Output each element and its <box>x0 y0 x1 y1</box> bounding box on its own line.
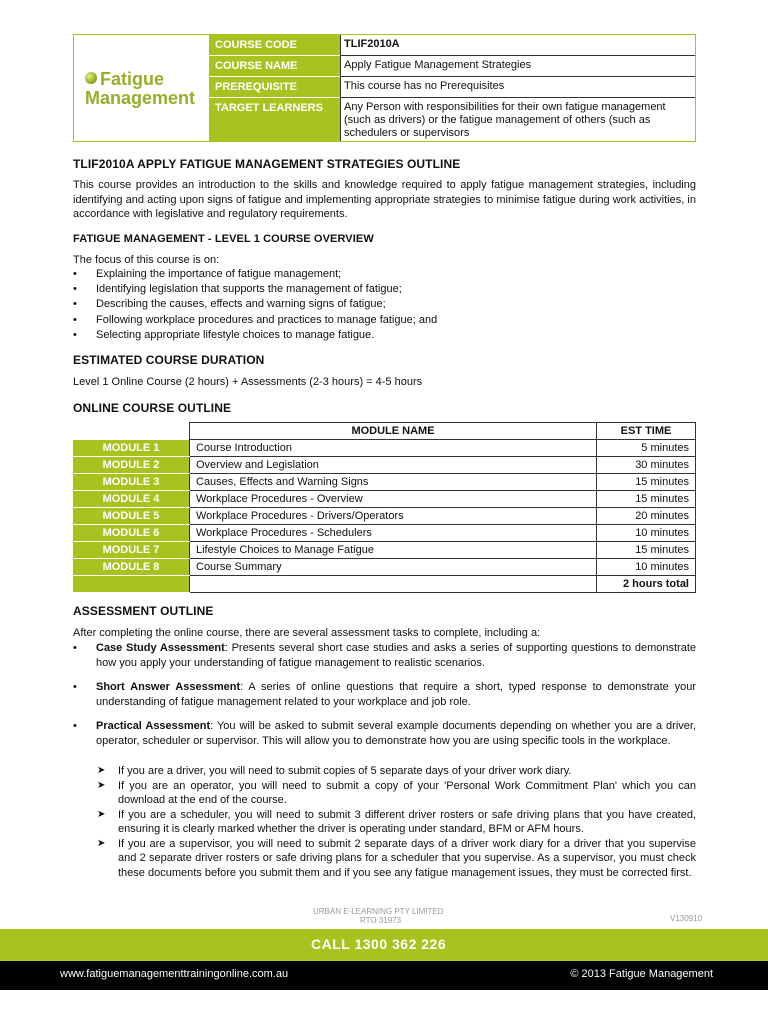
module-time: 15 minutes <box>597 491 696 508</box>
list-item: ➤ If you are a scheduler, you will need to submit 3 different driver rosters or safe driving plans that you have created, ensuring it is clearly marked whether the driver is operating under standard, BFM or AFM hours. <box>97 808 696 835</box>
course-code-value: TLIF2010A <box>340 35 695 56</box>
table-row <box>73 474 696 491</box>
assessment-text: Presents several short case studies and asks a series of supporting questions to demonstrate how you apply your understanding of fatigue management to realistic scenarios. <box>96 642 696 669</box>
list-item: • Case Study Assessment: Presents several short case studies and asks a series of supporting questions to demonstrate how you apply your understanding of fatigue management to realistic scenarios. <box>73 642 696 669</box>
table-row <box>73 525 696 542</box>
assessment-intro: After completing the online course, there are several assessment tasks to complete, including a: <box>73 627 541 639</box>
total-time: 2 hours total <box>597 576 696 593</box>
arrow-icon: ➤ <box>97 837 106 849</box>
rto-number: RTO 31973 <box>360 916 402 925</box>
call-number[interactable]: CALL 1300 362 226 <box>311 936 447 952</box>
list-item: • Describing the causes, effects and warning signs of fatigue; <box>73 298 386 310</box>
module-time: 15 minutes <box>597 542 696 559</box>
module-name: Lifestyle Choices to Manage Fatigue <box>190 542 597 559</box>
assessment-list <box>73 641 696 748</box>
list-item: • Identifying legislation that supports the management of fatigue; <box>73 283 402 295</box>
assessment-text: A series of online questions that require a short, typed response to demonstrate your understanding of fatigue management related to your workplace and job role. <box>96 681 696 708</box>
list-item: • Practical Assessment: You will be asked to submit several example documents depending on whether you are a driver, operator, scheduler or supervisor. This will allow you to demonstrate how you are using specific tools in the workplace. <box>73 720 696 747</box>
module-number: MODULE 3 <box>73 474 190 491</box>
copyright-text: © 2013 Fatigue Management <box>570 968 713 980</box>
overview-heading: FATIGUE MANAGEMENT - LEVEL 1 COURSE OVERVIEW <box>73 233 374 245</box>
arrow-icon: ➤ <box>97 808 106 820</box>
module-time: 30 minutes <box>597 457 696 474</box>
arrow-icon: ➤ <box>97 779 106 791</box>
table-row <box>73 491 696 508</box>
assessment-title: Practical Assessment <box>96 720 211 732</box>
module-table <box>73 422 696 593</box>
bullet-icon: • <box>73 283 77 295</box>
list-item: • Explaining the importance of fatigue management; <box>73 268 342 280</box>
table-header-row <box>73 423 696 440</box>
table-row <box>73 440 696 457</box>
logo-ball-icon <box>85 72 97 84</box>
target-learners-value: Any Person with responsibilities for their own fatigue management (such as drivers) or the fatigue management of others (such as schedulers or supervisors <box>340 98 695 141</box>
bullet-icon: • <box>73 268 77 280</box>
module-name: Workplace Procedures - Overview <box>190 491 597 508</box>
prerequisite-value: This course has no Prerequisites <box>340 77 695 98</box>
list-item: ➤ If you are a driver, you will need to submit copies of 5 separate days of your driver work diary. <box>97 765 572 777</box>
module-name: Causes, Effects and Warning Signs <box>190 474 597 491</box>
logo-text-line1: Fatigue <box>100 69 165 89</box>
logo-text-line2: Management <box>85 88 196 108</box>
module-number: MODULE 5 <box>73 508 190 525</box>
table-row <box>73 542 696 559</box>
bullet-icon: • <box>73 298 77 310</box>
company-name: URBAN E-LEARNING PTY LIMITED <box>313 907 444 916</box>
module-time: 15 minutes <box>597 474 696 491</box>
module-number: MODULE 8 <box>73 559 190 576</box>
module-time: 10 minutes <box>597 559 696 576</box>
outline-paragraph: This course provides an introduction to the skills and knowledge required to apply fatigue management strategies, including identifying and acting upon signs of fatigue and implementing appropriate strategies to minimise fatigue during work activities, in accordance with legislative and regulatory requirements. <box>73 179 696 220</box>
module-number: MODULE 2 <box>73 457 190 474</box>
assessment-text: You will be asked to submit several example documents depending on whether you are a driver, operator, scheduler or supervisor. This will allow you to demonstrate how you are using specific tools in the workplace. <box>96 720 696 747</box>
arrow-icon: ➤ <box>97 765 106 776</box>
course-name-row <box>209 56 695 77</box>
module-time: 5 minutes <box>597 440 696 457</box>
bullet-icon: • <box>73 720 77 732</box>
module-name: Workplace Procedures - Schedulers <box>190 525 597 542</box>
course-name-label: COURSE NAME <box>209 56 340 77</box>
module-number: MODULE 6 <box>73 525 190 542</box>
table-row <box>73 508 696 525</box>
table-total-row <box>73 576 696 593</box>
prerequisite-row <box>209 77 695 98</box>
practical-sub-list <box>73 764 696 880</box>
assessment-heading: ASSESSMENT OUTLINE <box>73 604 214 618</box>
list-item: ➤ If you are an operator, you will need to submit a copy of your 'Personal Work Commitment Plan' which you can download at the end of the course. <box>97 779 696 806</box>
overview-intro: The focus of this course is on: <box>73 254 220 266</box>
module-time: 10 minutes <box>597 525 696 542</box>
est-time-header: EST TIME <box>597 423 696 440</box>
website-link[interactable]: www.fatiguemanagementtrainingonline.com.au <box>60 968 289 980</box>
table-row <box>73 457 696 474</box>
assessment-title: Short Answer Assessment <box>96 681 241 693</box>
outline-heading: TLIF2010A APPLY FATIGUE MANAGEMENT STRATEGIES OUTLINE <box>73 157 461 171</box>
table-row <box>73 559 696 576</box>
module-name: Overview and Legislation <box>190 457 597 474</box>
online-outline-heading: ONLINE COURSE OUTLINE <box>73 401 232 415</box>
module-name: Course Introduction <box>190 440 597 457</box>
course-info-table <box>73 34 696 142</box>
target-learners-row <box>209 98 695 141</box>
course-code-label: COURSE CODE <box>209 35 340 56</box>
module-time: 20 minutes <box>597 508 696 525</box>
module-name: Course Summary <box>190 559 597 576</box>
list-item: • Following workplace procedures and practices to manage fatigue; and <box>73 314 438 326</box>
bullet-icon: • <box>73 681 77 693</box>
list-item: ➤ If you are a supervisor, you will need to submit 2 separate days of a driver work diary for a driver that you supervise and 2 separate driver rosters or safe driving plans for a scheduler that you supervise. As a supervisor, you must check these documents before you submit them and if you see any fatigue management issues, they must be corrected first. <box>97 837 696 879</box>
overview-list <box>73 267 696 343</box>
course-name-value: Apply Fatigue Management Strategies <box>340 56 695 77</box>
prerequisite-label: PREREQUISITE <box>209 77 340 98</box>
assessment-title: Case Study Assessment <box>96 642 225 654</box>
bullet-icon: • <box>73 329 77 341</box>
module-name-header: MODULE NAME <box>190 423 597 440</box>
version-code: V130910 <box>670 914 703 923</box>
duration-heading: ESTIMATED COURSE DURATION <box>73 353 265 367</box>
duration-text: Level 1 Online Course (2 hours) + Assessments (2-3 hours) = 4-5 hours <box>73 376 423 388</box>
module-number: MODULE 1 <box>73 440 190 457</box>
call-bar <box>0 929 768 961</box>
target-learners-label: TARGET LEARNERS <box>209 98 340 141</box>
list-item: • Selecting appropriate lifestyle choices to manage fatigue. <box>73 329 375 341</box>
bullet-icon: • <box>73 642 77 654</box>
course-code-row <box>209 35 695 56</box>
list-item: • Short Answer Assessment: A series of online questions that require a short, typed response to demonstrate your understanding of fatigue management related to your workplace and job role. <box>73 681 696 708</box>
module-number: MODULE 4 <box>73 491 190 508</box>
footer-bar <box>0 961 768 990</box>
module-number: MODULE 7 <box>73 542 190 559</box>
fatigue-management-logo <box>74 35 209 141</box>
module-name: Workplace Procedures - Drivers/Operators <box>190 508 597 525</box>
bullet-icon: • <box>73 314 77 326</box>
